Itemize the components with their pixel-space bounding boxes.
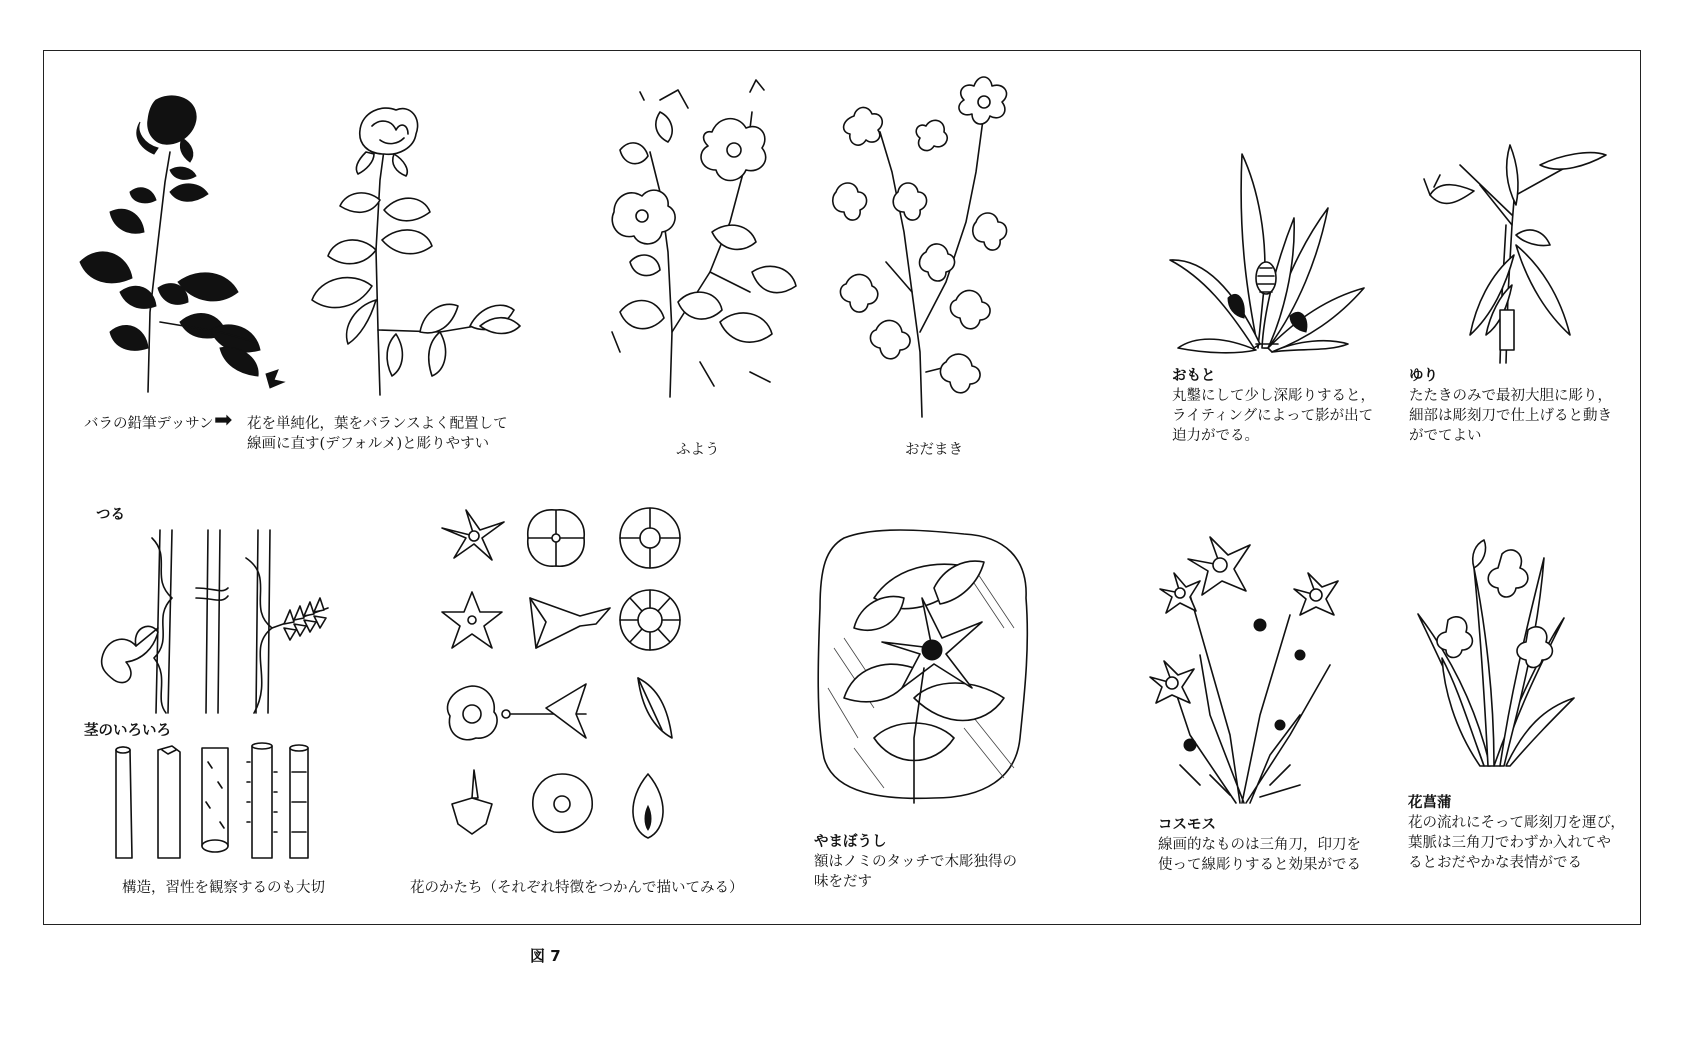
stem-types-illustration — [110, 742, 315, 862]
hanashoubu-line-1: 花の流れにそって彫刻刀を運び， — [1408, 815, 1625, 831]
yamabousi-line-2: 味をだす — [814, 874, 872, 890]
cosmos-illustration — [1150, 535, 1350, 805]
hanashoubu-title: 花菖蒲 — [1408, 795, 1452, 811]
omoto-title: おもと — [1172, 368, 1216, 384]
tsuru-caption: つる — [96, 507, 125, 523]
yamabousi-illustration — [814, 528, 1032, 803]
rose-line-drawing-illustration — [300, 100, 525, 400]
stems-caption: 構造，習性を観察するのも大切 — [122, 880, 325, 896]
yuri-line-3: がでてよい — [1409, 428, 1482, 444]
rose-note-line-1: 花を単純化，葉をバランスよく配置して — [247, 416, 508, 432]
arrow-right-icon: ➡ — [214, 408, 233, 433]
vine-illustration — [96, 528, 336, 713]
odamaki-illustration — [826, 72, 1026, 422]
flower-shapes-illustration — [436, 508, 690, 862]
yuri-line-1: たたきのみで最初大胆に彫り， — [1409, 388, 1612, 404]
yuri-illustration — [1420, 135, 1610, 365]
omoto-line-2: ライティングによって影が出て — [1172, 408, 1374, 424]
odamaki-caption: おだまき — [905, 442, 963, 458]
cosmos-title: コスモス — [1158, 817, 1216, 833]
rose-pencil-sketch-illustration — [70, 92, 285, 402]
yuri-line-2: 細部は彫刻刀で仕上げると動き — [1409, 408, 1612, 424]
rose-sketch-caption: バラの鉛筆デッサン — [84, 416, 214, 432]
omoto-line-1: 丸鑿にして少し深彫りすると， — [1172, 388, 1375, 404]
cosmos-line-2: 使って線彫りすると効果がでる — [1158, 857, 1361, 873]
yamabousi-line-1: 額はノミのタッチで木彫独得の — [814, 854, 1017, 870]
figure-label: 図 7 — [530, 947, 561, 965]
omoto-line-3: 迫力がでる。 — [1172, 428, 1259, 444]
yamabousi-title: やまぼうし — [814, 834, 887, 850]
cosmos-line-1: 線画的なものは三角刀，印刀を — [1158, 837, 1361, 853]
omoto-illustration — [1168, 148, 1368, 358]
flower-shapes-caption: 花のかたち（それぞれ特徴をつかんで描いてみる） — [410, 880, 744, 896]
hanashoubu-line-2: 葉脈は三角刀でわずか入れてや — [1408, 835, 1611, 851]
fuyou-caption: ふよう — [676, 442, 720, 458]
stems-title: 茎のいろいろ — [84, 723, 171, 739]
yuri-title: ゆり — [1409, 368, 1438, 384]
hanashoubu-line-3: るとおだやかな表情がでる — [1408, 855, 1582, 871]
rose-note-line-2: 線画に直す(デフォルメ)と彫りやすい — [247, 436, 490, 452]
fuyou-illustration — [600, 72, 810, 402]
hanashoubu-illustration — [1414, 538, 1584, 768]
